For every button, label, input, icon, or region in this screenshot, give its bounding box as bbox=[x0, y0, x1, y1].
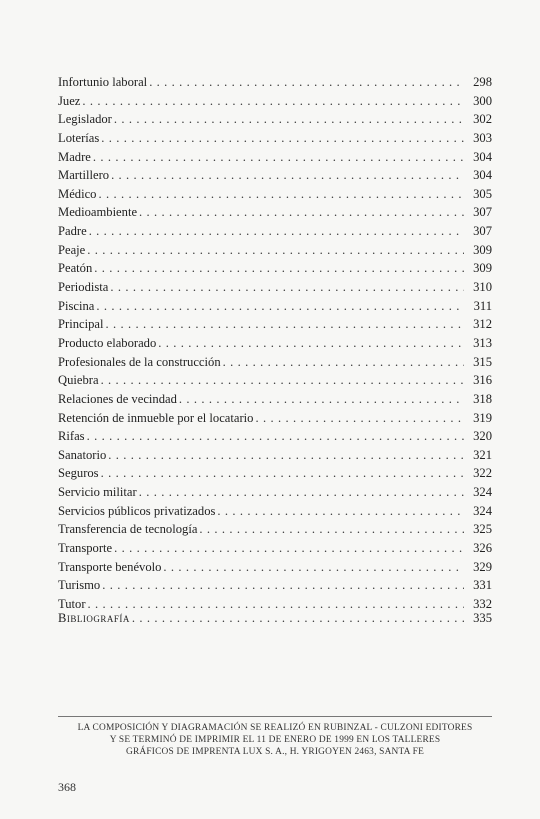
toc-row bbox=[58, 129, 492, 148]
toc-entry-page: 303 bbox=[473, 130, 492, 145]
dot-leader bbox=[199, 520, 464, 539]
toc-row bbox=[58, 203, 492, 222]
toc-entry-page: 307 bbox=[473, 224, 492, 239]
dot-leader bbox=[101, 464, 464, 483]
toc-row bbox=[58, 353, 492, 372]
toc-entry-page: 324 bbox=[473, 503, 492, 518]
dot-leader bbox=[158, 334, 464, 353]
toc-entry-label: Quiebra bbox=[58, 373, 99, 388]
dot-leader bbox=[255, 409, 464, 428]
toc-entry-label: Peatón bbox=[58, 261, 93, 276]
toc-row bbox=[58, 110, 492, 129]
toc-entry-page: 310 bbox=[473, 280, 492, 295]
toc-entry-page: 302 bbox=[473, 112, 492, 127]
dot-leader bbox=[87, 427, 464, 446]
colophon bbox=[58, 722, 492, 759]
toc-entry-page: 331 bbox=[473, 578, 492, 593]
dot-leader bbox=[82, 92, 464, 111]
toc-entry-label: Piscina bbox=[58, 298, 95, 313]
toc-entry-label: Rifas bbox=[58, 429, 85, 444]
toc-entry-page: 332 bbox=[473, 596, 492, 611]
toc-row bbox=[58, 427, 492, 446]
dot-leader bbox=[94, 259, 464, 278]
toc-row bbox=[58, 297, 492, 316]
dot-leader bbox=[223, 353, 464, 372]
toc-row bbox=[58, 576, 492, 595]
toc-entry-label: Transporte benévolo bbox=[58, 559, 162, 574]
toc-entry-page: 307 bbox=[473, 205, 492, 220]
toc-entry-page: 322 bbox=[473, 466, 492, 481]
toc-entry-page: 316 bbox=[473, 373, 492, 388]
toc-row bbox=[58, 241, 492, 260]
page-number: 368 bbox=[58, 780, 76, 794]
toc-entry-label: Principal bbox=[58, 317, 104, 332]
dot-leader bbox=[149, 73, 464, 92]
toc-row bbox=[58, 315, 492, 334]
dot-leader bbox=[139, 483, 464, 502]
toc-entry-page: 318 bbox=[473, 391, 492, 406]
toc-entry-label: Medioambiente bbox=[58, 205, 138, 220]
dot-leader bbox=[93, 148, 464, 167]
toc-row bbox=[58, 609, 492, 628]
toc-row bbox=[58, 371, 492, 390]
toc-row bbox=[58, 92, 492, 111]
toc-entry-label: Tutor bbox=[58, 596, 86, 611]
dot-leader bbox=[163, 558, 464, 577]
toc-entry-label: Legislador bbox=[58, 112, 112, 127]
toc-entry-page: 313 bbox=[473, 335, 492, 350]
toc-row bbox=[58, 520, 492, 539]
toc-entry-label: Servicio militar bbox=[58, 485, 137, 500]
toc-entry-label: Transporte bbox=[58, 541, 113, 556]
colophon-line: LA COMPOSICIÓN Y DIAGRAMACIÓN SE REALIZÓ EN RUBINZAL - CULZONI EDITORES bbox=[77, 723, 473, 733]
toc-entry-label: Bibliografía bbox=[58, 611, 130, 625]
toc-entry-page: 335 bbox=[473, 611, 492, 625]
toc-entry-page: 329 bbox=[473, 559, 492, 574]
toc-row bbox=[58, 502, 492, 521]
dot-leader bbox=[87, 241, 464, 260]
toc-entry-page: 304 bbox=[473, 149, 492, 164]
toc-entry-label: Periodista bbox=[58, 280, 109, 295]
toc-entry-page: 300 bbox=[473, 93, 492, 108]
toc-entry-label: Médico bbox=[58, 186, 97, 201]
toc-entry-label: Juez bbox=[58, 93, 81, 108]
toc-entry-label: Martillero bbox=[58, 168, 110, 183]
toc-entry-page: 319 bbox=[473, 410, 492, 425]
toc-entry-page: 311 bbox=[473, 298, 492, 313]
dot-leader bbox=[101, 371, 464, 390]
dot-leader bbox=[139, 203, 464, 222]
toc-row bbox=[58, 464, 492, 483]
toc-row bbox=[58, 409, 492, 428]
dot-leader bbox=[179, 390, 464, 409]
toc-row bbox=[58, 390, 492, 409]
toc-entry-label: Profesionales de la construcción bbox=[58, 354, 221, 369]
toc-row bbox=[58, 148, 492, 167]
toc-entry-label: Producto elaborado bbox=[58, 335, 157, 350]
dot-leader bbox=[101, 129, 464, 148]
dot-leader bbox=[217, 502, 464, 521]
toc-row bbox=[58, 334, 492, 353]
table-of-contents bbox=[58, 73, 492, 614]
toc-row bbox=[58, 446, 492, 465]
dot-leader bbox=[102, 576, 464, 595]
dot-leader bbox=[114, 110, 464, 129]
toc-row bbox=[58, 259, 492, 278]
toc-row bbox=[58, 483, 492, 502]
toc-entry-label: Seguros bbox=[58, 466, 99, 481]
toc-row bbox=[58, 558, 492, 577]
dot-leader bbox=[114, 539, 464, 558]
toc-entry-label: Retención de inmueble por el locatario bbox=[58, 410, 254, 425]
toc-entry-label: Sanatorio bbox=[58, 447, 107, 462]
dot-leader bbox=[132, 609, 464, 628]
toc-row bbox=[58, 222, 492, 241]
toc-entry-label: Peaje bbox=[58, 242, 86, 257]
toc-entry-label: Transferencia de tecnología bbox=[58, 522, 198, 537]
toc-entry-page: 324 bbox=[473, 485, 492, 500]
dot-leader bbox=[108, 446, 464, 465]
dot-leader bbox=[105, 315, 464, 334]
toc-entry-label: Turismo bbox=[58, 578, 101, 593]
toc-entry-page: 304 bbox=[473, 168, 492, 183]
toc-entry-page: 309 bbox=[473, 261, 492, 276]
toc-entry-page: 320 bbox=[473, 429, 492, 444]
dot-leader bbox=[98, 185, 464, 204]
toc-entry-label: Loterías bbox=[58, 130, 100, 145]
toc-row bbox=[58, 278, 492, 297]
bibliography-entry bbox=[58, 609, 492, 628]
toc-entry-page: 326 bbox=[473, 541, 492, 556]
toc-entry-page: 312 bbox=[473, 317, 492, 332]
toc-entry-page: 298 bbox=[473, 75, 492, 89]
toc-entry-label: Infortunio laboral bbox=[58, 75, 148, 89]
toc-row bbox=[58, 539, 492, 558]
toc-entry-page: 315 bbox=[473, 354, 492, 369]
colophon-line: Y SE TERMINÓ DE IMPRIMIR EL 11 DE ENERO DE 1999 EN LOS TALLERES bbox=[109, 735, 441, 746]
dot-leader bbox=[89, 222, 464, 241]
dot-leader bbox=[111, 166, 464, 185]
toc-entry-page: 309 bbox=[473, 242, 492, 257]
toc-row bbox=[58, 166, 492, 185]
toc-row bbox=[58, 73, 492, 92]
dot-leader bbox=[110, 278, 464, 297]
toc-entry-page: 325 bbox=[473, 522, 492, 537]
toc-entry-label: Madre bbox=[58, 149, 91, 164]
toc-entry-label: Relaciones de vecindad bbox=[58, 391, 177, 406]
toc-entry-label: Padre bbox=[58, 224, 87, 239]
colophon-line: GRÁFICOS DE IMPRENTA LUX S. A., H. YRIGOYEN 2463, SANTA FE bbox=[125, 747, 425, 758]
toc-row bbox=[58, 185, 492, 204]
toc-entry-page: 305 bbox=[473, 186, 492, 201]
colophon-rule bbox=[58, 716, 492, 717]
toc-entry-page: 321 bbox=[473, 447, 492, 462]
dot-leader bbox=[96, 297, 464, 316]
toc-entry-label: Servicios públicos privatizados bbox=[58, 503, 216, 518]
